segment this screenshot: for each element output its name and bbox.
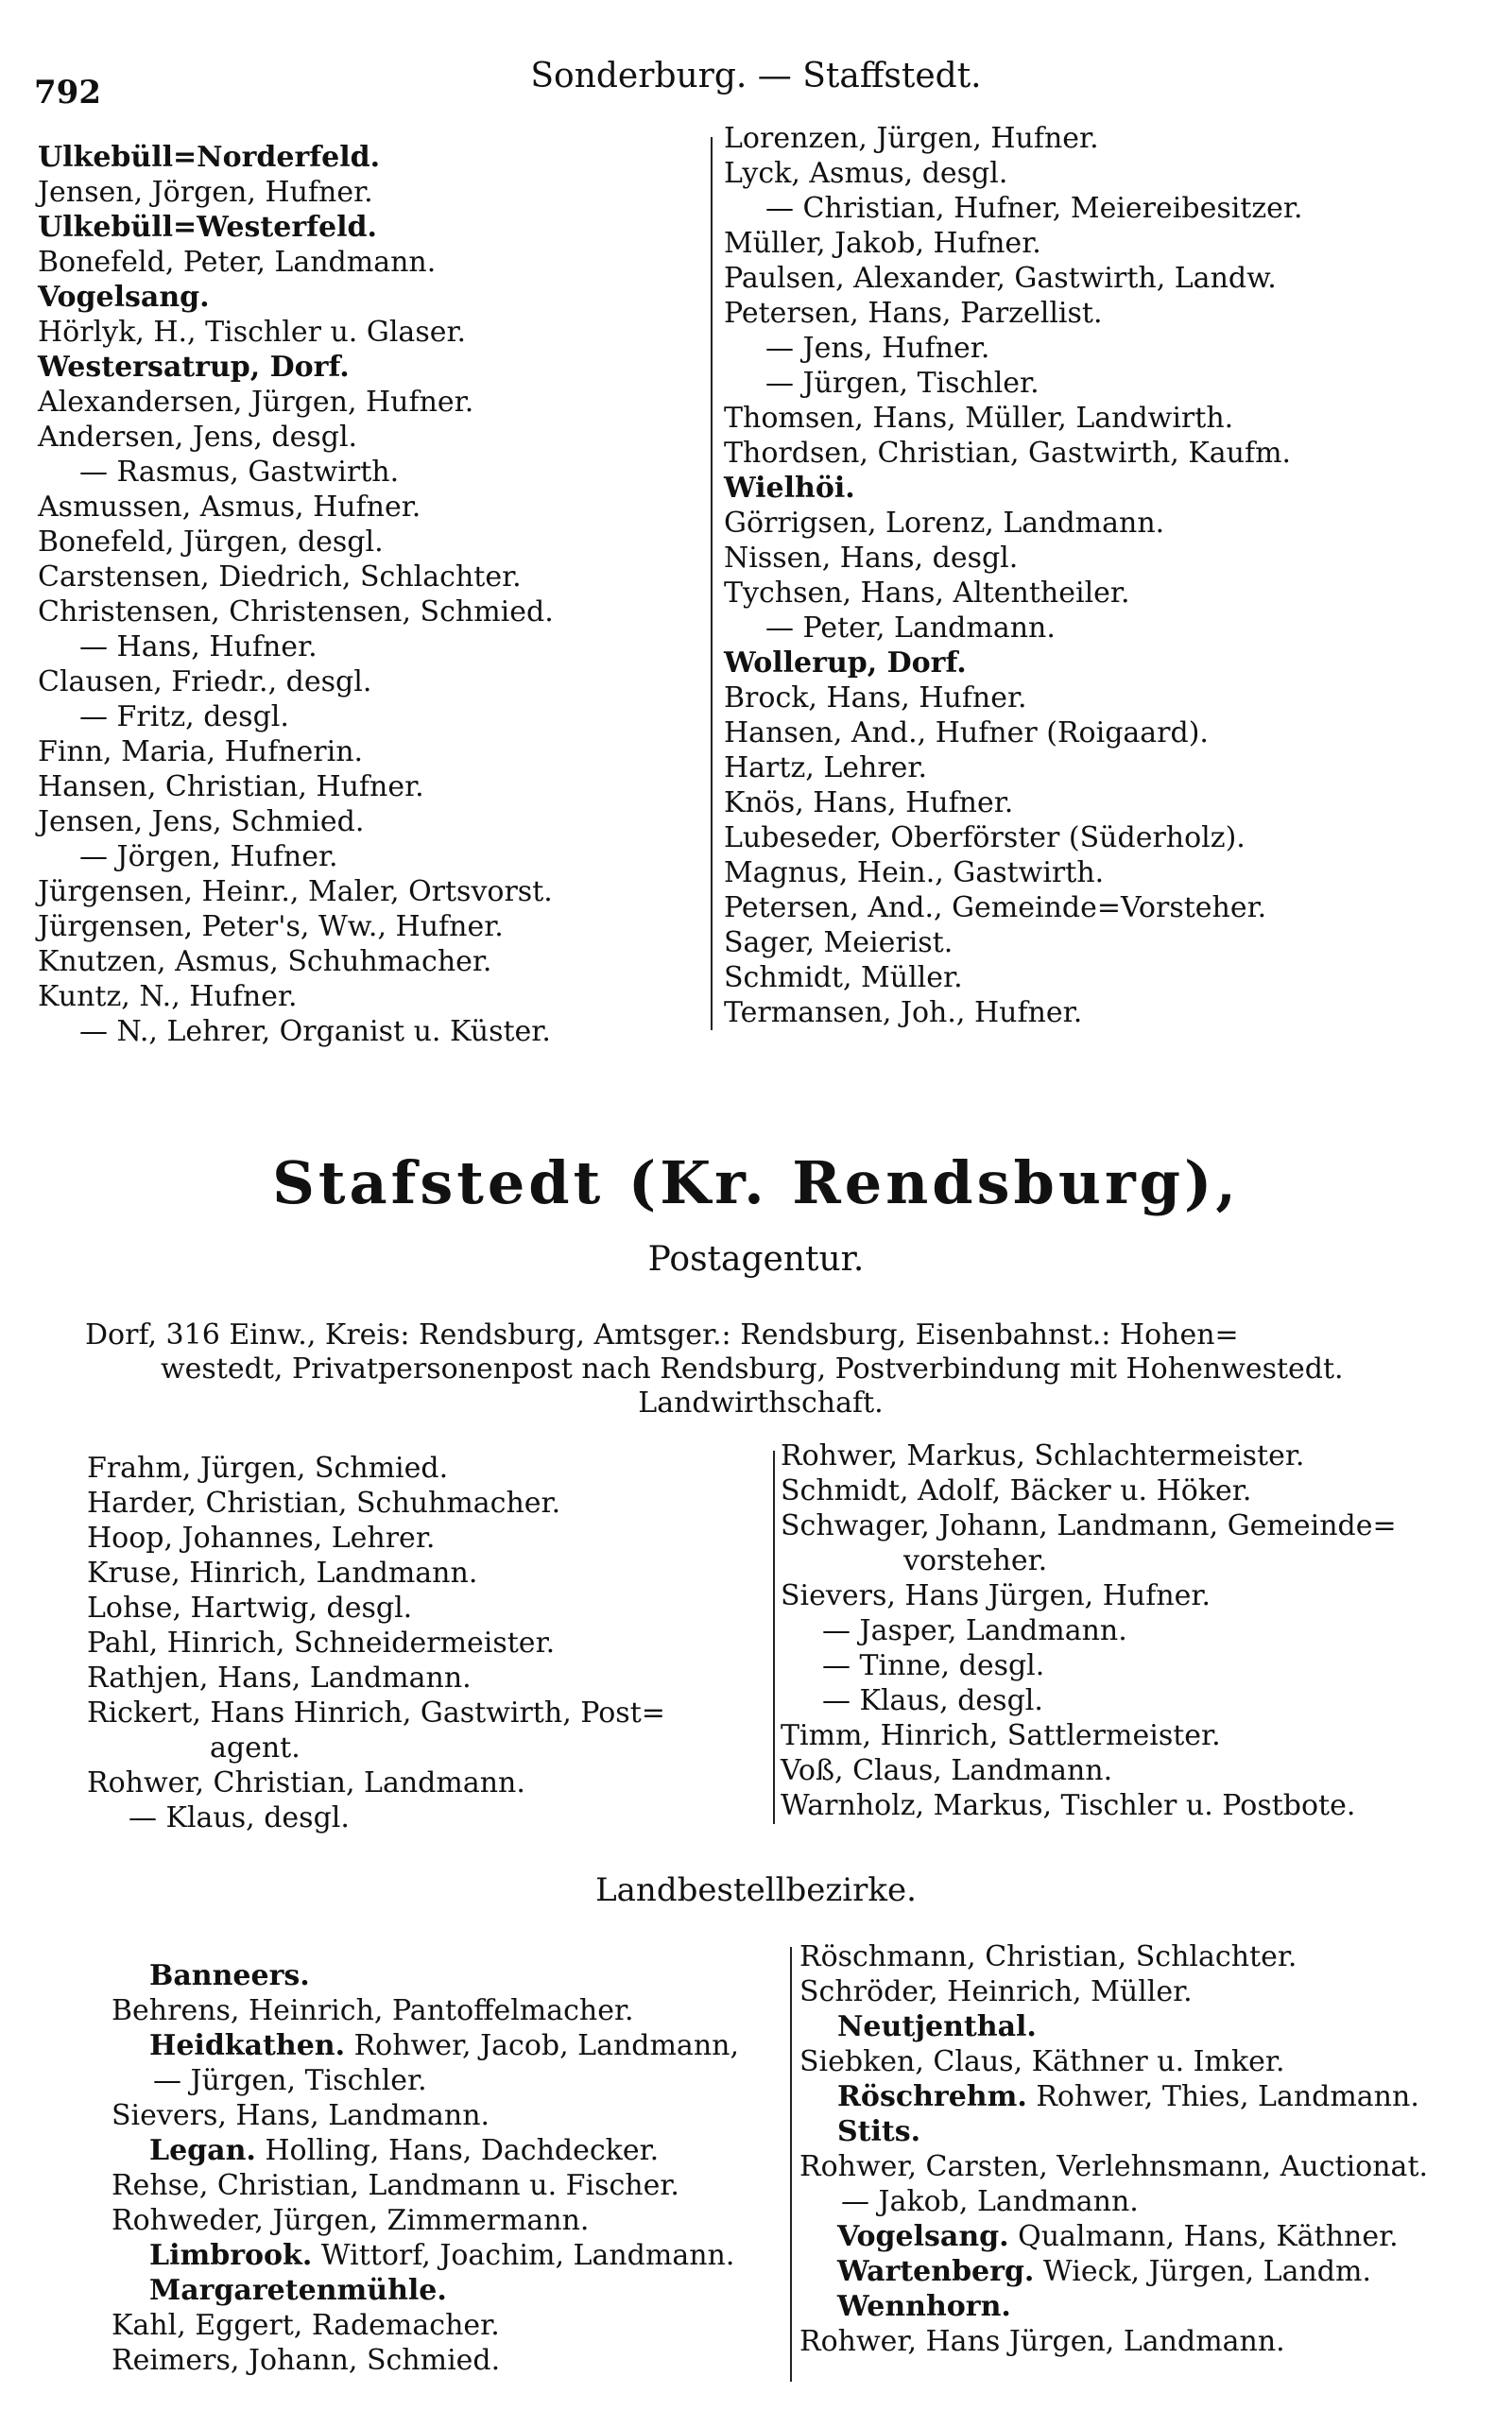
place-heading: Stits. [837,2115,921,2148]
section-title: Stafstedt (Kr. Rendsburg), [272,1148,1240,1217]
directory-entry: — Klaus, desgl. [822,1684,1043,1717]
running-head: Sonderburg. — Staffstedt. [530,57,982,95]
directory-entry: Timm, Hinrich, Sattlermeister. [781,1719,1221,1752]
place-name: Wartenberg. [837,2255,1035,2288]
directory-entry: Hansen, And., Hufner (Roigaard). [724,716,1209,749]
directory-entry: Harder, Christian, Schuhmacher. [87,1487,561,1520]
directory-entry: Nissen, Hans, desgl. [724,542,1019,575]
directory-entry: Rohwer, Hans Jürgen, Landmann. [799,2325,1285,2358]
place-heading: Wennhorn. [837,2290,1011,2323]
directory-entry: Christensen, Christensen, Schmied. [38,595,554,629]
bottom-left-column [112,1958,792,2378]
place-heading: Banneers. [149,1959,310,1992]
directory-entry: Bonefeld, Jürgen, desgl. [38,525,384,559]
directory-entry: Frahm, Jürgen, Schmied. [87,1452,449,1485]
directory-entry: Sievers, Hans Jürgen, Hufner. [781,1579,1211,1612]
section-description [85,1318,1436,1421]
directory-entry: Rohweder, Jürgen, Zimmermann. [112,2204,590,2237]
directory-entry: Rehse, Christian, Landmann u. Fischer. [112,2169,679,2202]
description-line: Dorf, 316 Einw., Kreis: Rendsburg, Amtsger.: Rendsburg, Eisenbahnst.: Hohen= [85,1318,1239,1352]
place-heading: Westersatrup, Dorf. [38,351,350,384]
directory-entry: — N., Lehrer, Organist u. Küster. [79,1015,551,1048]
directory-entry: Asmussen, Asmus, Hufner. [38,491,421,524]
landbestell-heading: Landbestellbezirke. [595,1871,917,1909]
directory-entry: Schröder, Heinrich, Müller. [799,1975,1193,2008]
directory-entry: Jensen, Jörgen, Hufner. [38,176,373,209]
directory-entry: Rathjen, Hans, Landmann. [87,1662,472,1695]
directory-entry: Röschmann, Christian, Schlachter. [799,1940,1297,1973]
directory-entry: — Peter, Landmann. [765,611,1056,645]
directory-entry: Thordsen, Christian, Gastwirth, Kaufm. [724,437,1292,470]
directory-entry: — Klaus, desgl. [129,1801,350,1834]
place-heading: Ulkebüll=Westerfeld. [38,211,377,244]
directory-entry: Carstensen, Diedrich, Schlachter. [38,560,522,594]
place-heading: Wielhöi. [724,472,855,505]
directory-entry: Magnus, Hein., Gastwirth. [724,856,1105,889]
directory-entry: — Rasmus, Gastwirth. [79,456,400,489]
top-right-column [724,121,1480,1030]
directory-entry: Brock, Hans, Hufner. [724,681,1027,715]
directory-entry: Behrens, Heinrich, Pantoffelmacher. [112,1994,634,2027]
place-heading: Neutjenthal. [837,2010,1037,2043]
directory-entry: Knutzen, Asmus, Schuhmacher. [38,945,492,978]
directory-entry: Tychsen, Hans, Altentheiler. [724,577,1130,610]
top-left-column [38,140,699,1049]
directory-entry: Paulsen, Alexander, Gastwirth, Landw. [724,262,1277,295]
directory-entry: Rickert, Hans Hinrich, Gastwirth, Post= [87,1696,665,1730]
place-entry: Heidkathen. Rohwer, Jacob, Landmann, [149,2029,739,2062]
description-line: westedt, Privatpersonenpost nach Rendsburg, Postverbindung mit Hohenwestedt. [161,1352,1344,1386]
directory-entry: Knös, Hans, Hufner. [724,786,1014,819]
directory-entry: Lubeseder, Oberförster (Süderholz). [724,821,1246,854]
mid-right-column [781,1438,1480,1823]
directory-entry: Bonefeld, Peter, Landmann. [38,246,437,279]
directory-entry: Pahl, Hinrich, Schneidermeister. [87,1627,556,1660]
directory-entry: — Fritz, desgl. [79,700,289,733]
page-number: 792 [34,74,101,112]
directory-entry: Rohwer, Carsten, Verlehnsmann, Auctionat. [799,2150,1429,2183]
directory-entry: Voß, Claus, Landmann. [781,1754,1113,1787]
mid-left-column [87,1451,767,1835]
directory-entry: Finn, Maria, Hufnerin. [38,735,364,768]
directory-entry: Kruse, Hinrich, Landmann. [87,1557,478,1590]
directory-entry: Jürgensen, Peter's, Ww., Hufner. [38,910,504,943]
directory-entry: Görrigsen, Lorenz, Landmann. [724,507,1165,540]
bottom-right-column [799,1939,1499,2359]
directory-entry: Hartz, Lehrer. [724,751,927,784]
directory-entry: Reimers, Johann, Schmied. [112,2344,501,2377]
directory-entry: Rohwer, Christian, Landmann. [87,1766,525,1799]
directory-entry: — Jörgen, Hufner. [79,840,338,873]
directory-entry: Warnholz, Markus, Tischler u. Postbote. [781,1789,1356,1822]
place-name: Röschrehm. [837,2080,1027,2113]
column-divider [773,1451,775,1824]
directory-entry: Alexandersen, Jürgen, Hufner. [38,386,474,419]
directory-entry: Andersen, Jens, desgl. [38,421,358,454]
place-heading: Vogelsang. [38,281,210,314]
place-entry: Vogelsang. Qualmann, Hans, Käthner. [837,2220,1399,2253]
directory-entry: — Jens, Hufner. [765,332,990,365]
place-name: Vogelsang. [837,2220,1009,2253]
description-line: Landwirthschaft. [638,1386,884,1420]
directory-entry: — Jürgen, Tischler. [153,2064,427,2097]
directory-entry: Schwager, Johann, Landmann, Gemeinde= [781,1509,1397,1542]
directory-entry: Siebken, Claus, Käthner u. Imker. [799,2045,1285,2078]
place-entry: Limbrook. Wittorf, Joachim, Landmann. [149,2239,735,2272]
directory-entry: — Tinne, desgl. [822,1649,1045,1682]
directory-entry: Kuntz, N., Hufner. [38,980,298,1013]
directory-entry: Petersen, And., Gemeinde=Vorsteher. [724,891,1267,924]
place-name: Legan. [149,2134,256,2167]
directory-entry: Kahl, Eggert, Rademacher. [112,2309,500,2342]
directory-entry: — Christian, Hufner, Meiereibesitzer. [765,192,1303,225]
directory-entry: Müller, Jakob, Hufner. [724,227,1041,260]
directory-entry: — Jasper, Landmann. [822,1614,1127,1647]
directory-entry: Lohse, Hartwig, desgl. [87,1592,413,1625]
section-subtitle: Postagentur. [647,1240,865,1279]
place-heading: Ulkebüll=Norderfeld. [38,141,381,174]
directory-entry: Lorenzen, Jürgen, Hufner. [724,122,1099,155]
directory-entry: Termansen, Joh., Hufner. [724,996,1083,1029]
directory-entry: Rohwer, Markus, Schlachtermeister. [781,1439,1305,1472]
directory-entry: Sager, Meierist. [724,926,954,959]
place-heading: Margaretenmühle. [149,2274,447,2307]
directory-entry: Lyck, Asmus, desgl. [724,157,1008,190]
directory-entry: — Jakob, Landmann. [841,2185,1139,2218]
directory-entry: Hansen, Christian, Hufner. [38,770,424,803]
place-name: Limbrook. [149,2239,313,2272]
directory-entry: Clausen, Friedr., desgl. [38,665,372,698]
directory-entry-continuation: agent. [210,1731,301,1765]
place-entry: Legan. Holling, Hans, Dachdecker. [149,2134,660,2167]
directory-entry: Petersen, Hans, Parzellist. [724,297,1103,330]
directory-entry: Schmidt, Adolf, Bäcker u. Höker. [781,1474,1252,1507]
directory-entry-continuation: vorsteher. [903,1544,1048,1577]
directory-entry: Sievers, Hans, Landmann. [112,2099,490,2132]
directory-entry: — Jürgen, Tischler. [765,367,1040,400]
place-entry: Wartenberg. Wieck, Jürgen, Landm. [837,2255,1371,2288]
directory-entry: Jensen, Jens, Schmied. [38,805,365,838]
directory-entry: Thomsen, Hans, Müller, Landwirth. [724,402,1234,435]
place-entry: Röschrehm. Rohwer, Thies, Landmann. [837,2080,1419,2113]
directory-entry: — Hans, Hufner. [79,630,318,663]
directory-entry: Jürgensen, Heinr., Maler, Ortsvorst. [38,875,553,908]
column-divider [711,137,713,1030]
directory-entry: Schmidt, Müller. [724,961,963,994]
directory-entry: Hörlyk, H., Tischler u. Glaser. [38,316,467,349]
place-heading: Wollerup, Dorf. [724,646,967,680]
place-name: Heidkathen. [149,2029,346,2062]
directory-entry: Hoop, Johannes, Lehrer. [87,1522,436,1555]
column-divider [790,1947,792,2382]
